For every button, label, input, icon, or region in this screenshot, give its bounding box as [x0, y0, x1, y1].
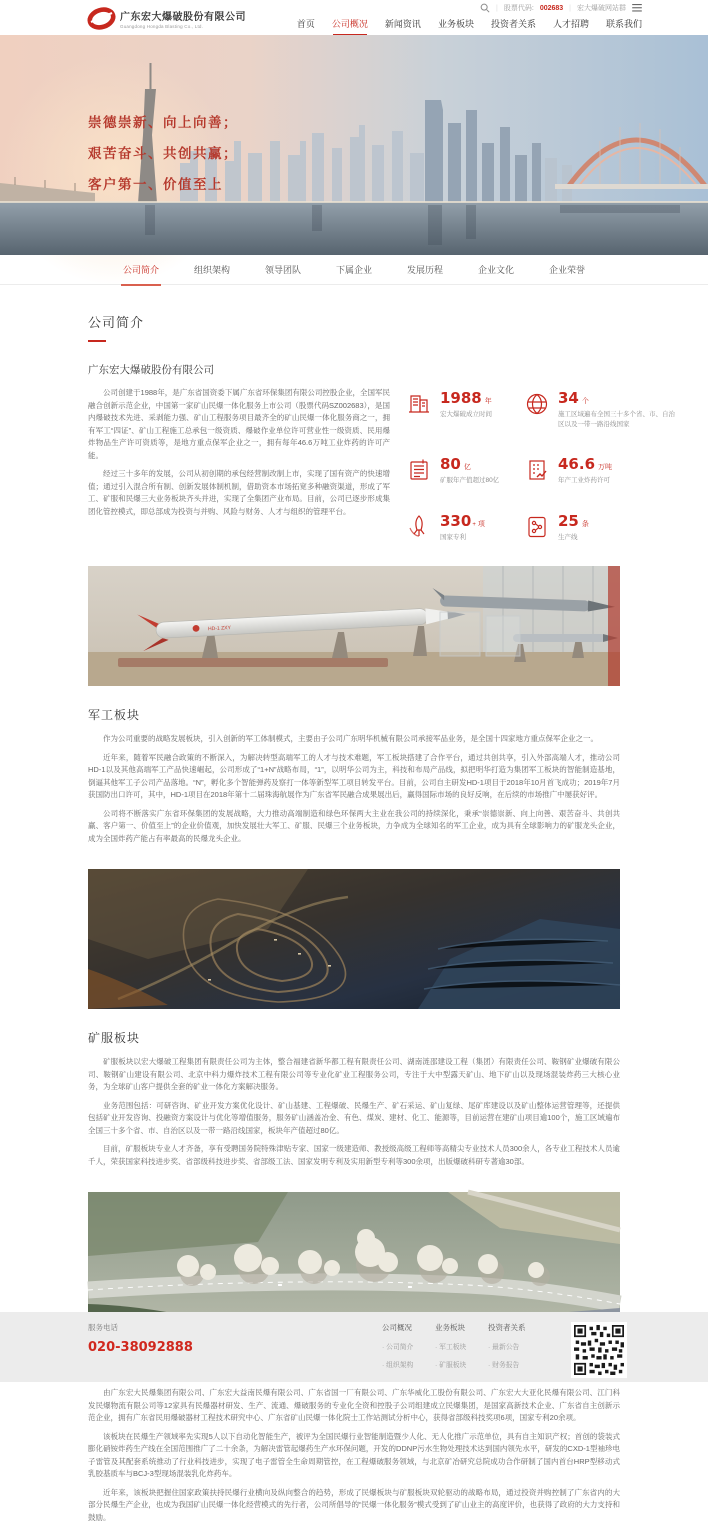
intro-paragraph: 公司创建于1988年，是广东省国资委下属广东省环保集团有限公司控股企业，全国军民融合创新示范企业，中国第一家矿山民爆一体化服务上市公司（股票代码SZ002683），是国内爆破技术先进、采剥能力强、矿山工程服务项目最齐全的矿山民爆一体化服务商之一，拥有军工“四证”、矿山工程施工总承包一级资质、爆破作业单位许可营业性一级资质、民用爆炸物品生产许可资质等，是地方重点保军企业之一，拥有每年46.6万吨工业炸药的许可产能。: [88, 387, 390, 462]
intro-text: [88, 387, 390, 542]
stat-value: 34: [558, 391, 579, 406]
stock-code: 002683: [540, 5, 563, 12]
company-full-name: 广东宏大爆破股份有限公司: [88, 362, 708, 377]
stat-regions: [524, 391, 692, 429]
nav-item-investor-relations[interactable]: 投资者关系: [491, 17, 536, 39]
qr-code: [571, 1322, 627, 1378]
nav-item-contact[interactable]: 联系我们: [606, 17, 642, 39]
hero-slogans: [88, 107, 238, 200]
paragraph: 近年来，随着军民融合政策的不断深入，为解决转型高端军工的人才与技术难题，军工板块搭建了合作平台，通过共创共享，引入外部高端人才，推动公司HD-1以及其他高端军工产品快速崛起，公司形成了“1+N”战略布局，“1”，以明华公司为主，科技和布局产品线，拟把明华打造为集团军工板块的智能制造基地，倒逼其他军工子公司产品落地。“N”，孵化多个智能弹药及察打一体等新型军工项目转发平台。目前，公司自主研发HD-1项目于2018年10月首飞成功；2019年7月获国防出口许可，其中，HD-1项目在2018年第十二届珠海航展作为广东省军民融合成果展出后，赢得国际市场的良好反响，在后续的市场推广中屡获好评。: [88, 752, 620, 802]
nav-item-home[interactable]: 首页: [297, 17, 315, 39]
footer: [0, 1312, 708, 1382]
company-logo[interactable]: [88, 5, 246, 32]
stat-label: 宏大爆破成立时间: [440, 410, 492, 420]
divider: |: [569, 5, 571, 12]
section-text-military: [88, 733, 620, 845]
stat-unit: 万吨: [598, 462, 612, 472]
military-exhibition-image: [88, 566, 620, 686]
company-name-zh: 广东宏大爆破股份有限公司: [120, 8, 246, 23]
tab-history[interactable]: 发展历程: [405, 253, 445, 286]
paragraph: 目前，矿服板块专业人才齐备，享有受聘国务院特殊津贴专家、国家一级建造师、教授级高级工程师等高精尖专业技术人员300余人，各专业工程技术人员逾千人，荣获国家科技进步奖、省部级科技进步奖、省部级工法、国家发明专利及实用新型专利等300余项，出版爆破科研专著逾30部。: [88, 1143, 620, 1168]
report-document-icon: [406, 457, 432, 483]
paragraph: 近年来，该板块把握住国家政策扶持民爆行业横向及纵向整合的趋势，形成了民爆板块与矿服板块双轮驱动的战略布局，通过投资并购控制了广东省内的大部分民爆生产企业，也成为我国矿山民爆一体化经营模式的先行者，公司所倡导的“民爆一体化服务”模式受到了矿山业主的高度评价，也获得了政府的大力支持和鼓励。: [88, 1487, 620, 1524]
stock-label: 股票代码:: [504, 3, 534, 13]
hero-banner: [0, 35, 708, 255]
footer-phone-block: [88, 1322, 382, 1378]
footer-link[interactable]: · 矿服板块: [435, 1359, 479, 1369]
production-line-icon: [524, 514, 550, 540]
intro-row: [88, 387, 692, 542]
stat-label: 生产线: [558, 533, 589, 543]
slogan-line-1: 崇德崇新、向上向善；: [88, 107, 238, 138]
footer-col-business: [435, 1322, 479, 1378]
open-pit-mine-image: [88, 869, 620, 1009]
stat-production-lines: [524, 514, 692, 543]
stat-value: 80: [440, 457, 461, 472]
section-title-military: 军工板块: [88, 706, 708, 723]
footer-link[interactable]: · 最新公告: [488, 1341, 532, 1351]
nav-item-business[interactable]: 业务板块: [438, 17, 474, 39]
paragraph: 该板块在民爆生产领域率先实现5人以下自动化智能生产，被评为全国民爆行业智能制造暨少人化、无人化推广示范单位，具有自主知识产权；首创的袋装式膨化硝铵炸药生产线在全国范围推广了二十余条，为解决雷管起爆药生产水环保问题，开发的DDNP污水生物处理技术达到国内领先水平，研发的CXD-1型袖珍电子雷管及其配套系统推动了行业科技进步，实现了电子雷管全生命周期管控，在工程爆破服务领域，与北京矿冶研究总院成功合作研制了国内首台HRP型移动式乳胶基质车与BCJ-3型现场混装乳化炸药车。: [88, 1431, 620, 1481]
stat-unit: 项: [478, 519, 485, 529]
site-group-link[interactable]: 宏大爆破网站群: [577, 3, 626, 13]
slogan-line-2: 艰苦奋斗、共创共赢；: [88, 138, 238, 169]
footer-link[interactable]: · 组织架构: [382, 1359, 426, 1369]
stat-mining-output: [406, 457, 524, 486]
footer-col-investor: [488, 1322, 532, 1378]
hamburger-menu-icon[interactable]: [632, 4, 642, 12]
footer-col-title[interactable]: 公司概况: [382, 1322, 426, 1333]
search-icon[interactable]: [480, 3, 490, 13]
stat-value: 46.6: [558, 457, 595, 472]
stat-unit: 年: [485, 396, 492, 406]
rocket-icon: [406, 514, 432, 540]
stat-unit: 个: [582, 396, 589, 406]
stat-value: 25: [558, 514, 579, 529]
svg-text:HD-1 ZXY: HD-1 ZXY: [208, 625, 232, 632]
tab-subsidiaries[interactable]: 下属企业: [334, 253, 374, 286]
footer-link[interactable]: · 军工板块: [435, 1341, 479, 1351]
tab-culture[interactable]: 企业文化: [476, 253, 516, 286]
paragraph: 矿服板块以宏大爆破工程集团有限责任公司为主体，整合福建省新华都工程有限责任公司、湖南涟邵建设工程（集团）有限责任公司、鞍钢矿业爆破有限公司、鞍钢矿山建设有限公司、北京中科力爆炸技术工程有限公司等专业化矿业工程服务公司，专注于大中型露天矿山、地下矿山以及现场混装炸药三大核心业务，为全球矿山客户提供全套的矿业一体化方案解决服务。: [88, 1056, 620, 1094]
stat-unit: 条: [582, 519, 589, 529]
globe-icon: [524, 391, 550, 417]
stat-label: 年产工业炸药许可: [558, 476, 612, 486]
factory-chart-icon: [524, 457, 550, 483]
tab-company-profile[interactable]: 公司简介: [121, 253, 161, 286]
section-text-mining-service: [88, 1056, 620, 1168]
stat-plus: +: [472, 522, 476, 528]
company-stats: [406, 387, 692, 542]
footer-link[interactable]: · 公司简介: [382, 1341, 426, 1351]
stat-unit: 亿: [464, 462, 471, 472]
section-title-mining-service: 矿服板块: [88, 1029, 708, 1046]
paragraph: 业务范围包括：可研咨询、矿业开发方案优化设计、矿山基建、工程爆破、民爆生产、矿石采运、矿山复绿、尾矿库建设以及矿山整体运营管理等，还提供包括矿业开发咨询、投融资方案设计与优化等增值服务，服务矿山涵盖冶金、有色、煤炭、建材、化工、能源等，目前运营在建矿山项目逾100个，施工区域遍布全国三十多个省、市、自治区以及一带一路沿线国家，板块年产值超过80亿。: [88, 1100, 620, 1138]
stat-patents: [406, 514, 524, 543]
footer-col-title[interactable]: 投资者关系: [488, 1322, 532, 1333]
stat-value: 330: [440, 514, 471, 529]
utility-bar: [480, 3, 642, 13]
page-title: 公司简介: [88, 312, 708, 331]
building-icon: [406, 391, 432, 417]
nav-item-news[interactable]: 新闻资讯: [385, 17, 421, 39]
phone-number: 020-38092888: [88, 1340, 382, 1355]
slogan-line-3: 客户第一、价值至上: [88, 169, 238, 200]
paragraph: 作为公司重要的战略发展板块，引入创新的军工体制模式，主要由子公司广东明华机械有限公司承接军品业务，是全国十四家地方重点保军企业之一。: [88, 733, 620, 746]
stat-explosive-capacity: [524, 457, 692, 486]
tab-organization[interactable]: 组织架构: [192, 253, 232, 286]
stat-founding-year: [406, 391, 524, 429]
logo-text: [120, 8, 246, 30]
footer-link[interactable]: · 财务报告: [488, 1359, 532, 1369]
stat-label: 国家专利: [440, 533, 485, 543]
header: [0, 0, 708, 35]
tab-honors[interactable]: 企业荣誉: [547, 253, 587, 286]
logo-emblem-icon: [88, 5, 115, 32]
company-name-en: Guangdong Hongda Blasting Co., Ltd.: [120, 24, 246, 29]
section-text-civil-explosives: [88, 1387, 620, 1524]
stat-label: 矿服年产值超过80亿: [440, 476, 499, 486]
paragraph: 公司将不断落实广东省环保集团的发展战略，大力推动高端制造和绿色环保两大主业在我公司的持续深化，秉承“崇德崇新、向上向善、艰苦奋斗、共创共赢、客户第一、价值至上”的企业价值观，加快发展壮大军工、矿服、民爆三个业务板块，力争成为全球知名的军工企业，成为具有全球影响力的矿服龙头企业，成为全国炸药产能占有率最高的民爆龙头企业。: [88, 808, 620, 846]
title-underline: [88, 340, 106, 342]
nav-item-company-overview[interactable]: 公司概况: [332, 17, 368, 39]
tab-leadership[interactable]: 领导团队: [263, 253, 303, 286]
paragraph: 由广东宏大民爆集团有限公司、广东宏大益南民爆有限公司、广东省国一厂有限公司、广东华威化工股份有限公司、广东宏大大亚化民爆有限公司、江门科发民爆物流有限公司等12家具有民爆器材研发、生产、流通、爆破服务的专业化全资和控股子公司组建成立民爆集团，是国家高新技术企业、广东省自主创新示范企业，拥有广东省民用爆破器材工程技术研究中心、广东省矿山民爆一体化院士工作站测试分析中心，获得省部级科技奖项6项，国家专利20余项。: [88, 1387, 620, 1425]
footer-col-company: [382, 1322, 426, 1378]
nav-item-careers[interactable]: 人才招聘: [553, 17, 589, 39]
stat-label: 施工区域遍布全国三十多个省、市、自治区以及一带一路沿线国家: [558, 410, 676, 429]
stat-value: 1988: [440, 391, 482, 406]
phone-label: 服务电话: [88, 1322, 382, 1333]
footer-col-title[interactable]: 业务板块: [435, 1322, 479, 1333]
intro-paragraph: 经过三十多年的发展，公司从初创期的承包经营制改制上市，实现了国有资产的快速增值；通过引入混合所有制、创新发展体制机制，借助资本市场拓宽多种融资渠道，形成了军工、矿服和民爆三大业务板块齐头并进，实现了全集团产业布局。目前，公司已逐步形成集团化管控模式，即总部成为投资与并购、风险与财务、人才与组织的管理平台。: [88, 468, 390, 518]
divider: |: [496, 5, 498, 12]
